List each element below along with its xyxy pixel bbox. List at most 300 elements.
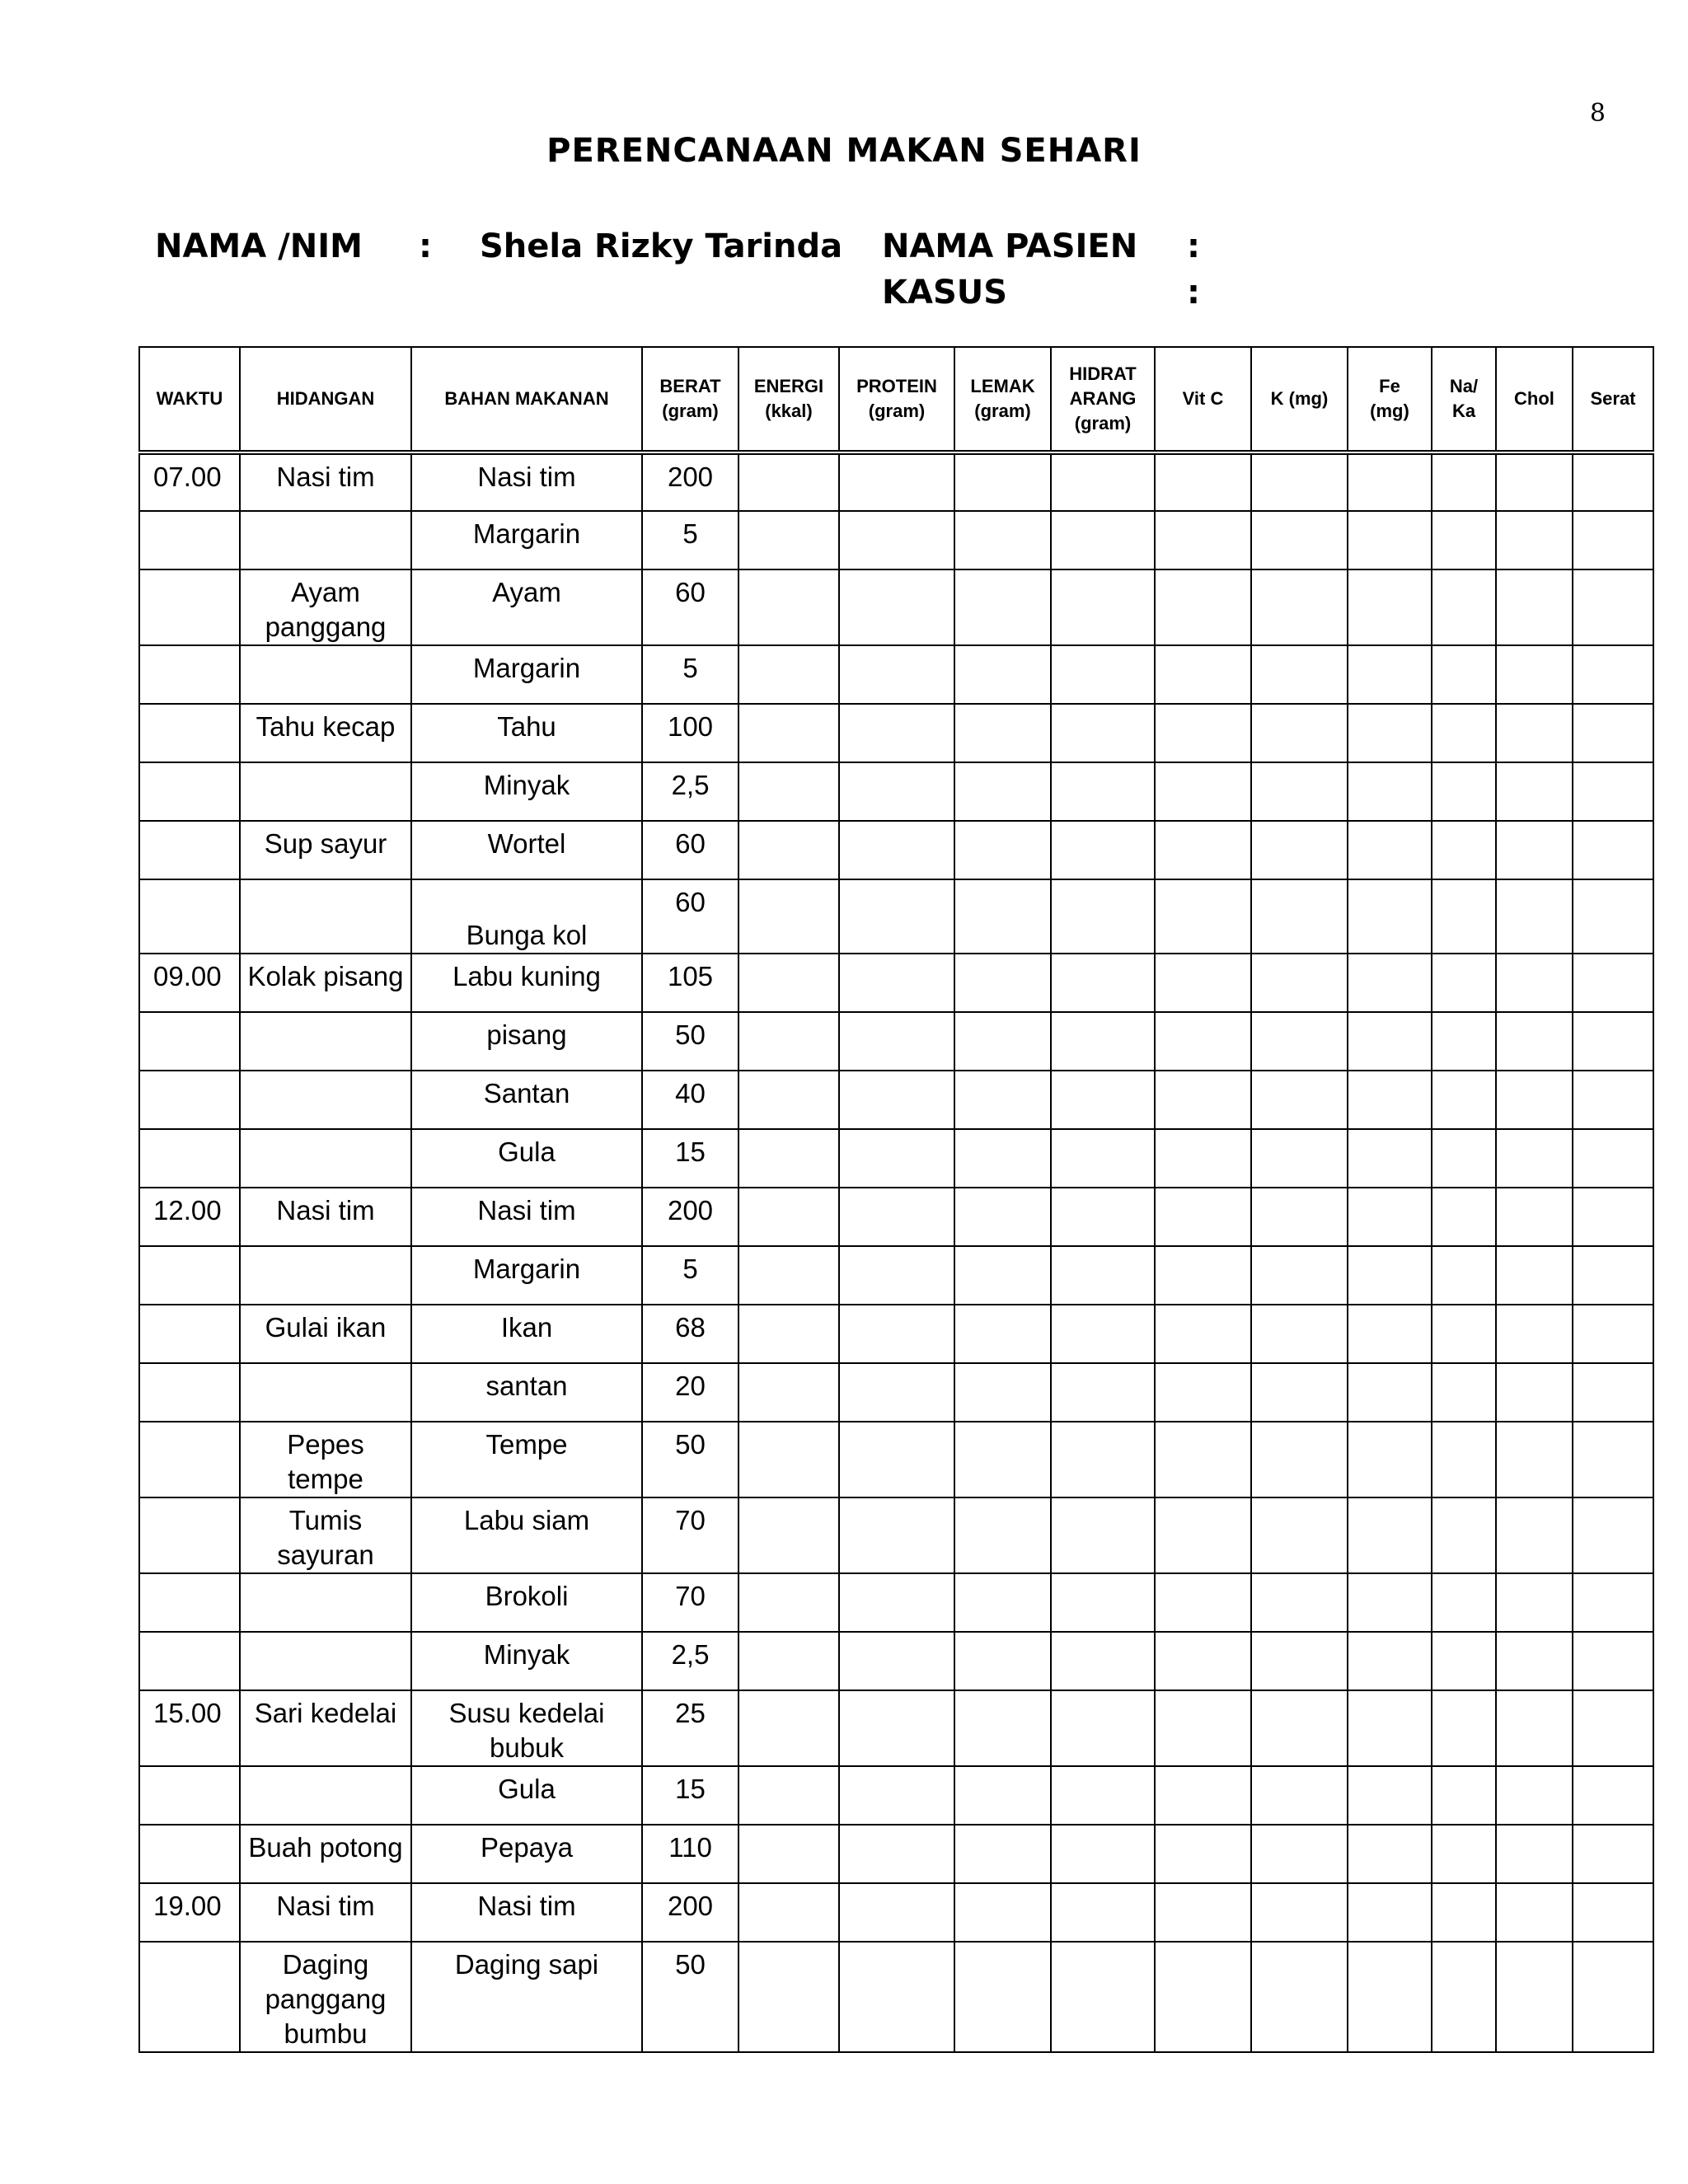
cell-bahan-makanan — [411, 1883, 642, 1942]
column-header-text: (mg) — [1370, 401, 1409, 421]
cell-hidangan — [240, 1188, 411, 1246]
cell-bahan-makanan — [411, 1012, 642, 1071]
cell-energi — [738, 1188, 839, 1246]
cell-fe — [1348, 1188, 1432, 1246]
bahan-text: Ikan — [500, 1312, 553, 1343]
cell-lemak — [954, 1690, 1051, 1766]
cell-k — [1251, 879, 1348, 954]
cell-na-ka — [1432, 1942, 1496, 2052]
cell-fe — [1348, 1129, 1432, 1188]
cell-vit-c — [1155, 1071, 1251, 1129]
cell-na-ka — [1432, 954, 1496, 1012]
cell-k — [1251, 1497, 1348, 1573]
cell-hidrat-arang — [1051, 954, 1155, 1012]
table-row — [139, 1690, 1653, 1766]
cell-fe — [1348, 1942, 1432, 2052]
cell-lemak — [954, 1188, 1051, 1246]
cell-waktu — [139, 879, 240, 954]
nama-nim-label: NAMA /NIM — [155, 227, 363, 265]
cell-lemak — [954, 1883, 1051, 1942]
column-header-text: WAKTU — [156, 388, 223, 409]
column-header-text: (gram) — [1074, 413, 1132, 434]
bahan-text: Nasi tim — [477, 462, 576, 492]
cell-chol — [1496, 1825, 1573, 1883]
cell-waktu — [139, 821, 240, 879]
cell-waktu — [139, 569, 240, 645]
cell-bahan-makanan — [411, 1942, 642, 2052]
hidangan-text: panggang — [265, 612, 387, 642]
cell-waktu — [139, 645, 240, 704]
cell-k — [1251, 1422, 1348, 1497]
cell-energi — [738, 1690, 839, 1766]
cell-waktu — [139, 1422, 240, 1497]
cell-serat — [1573, 1422, 1653, 1497]
hidangan-text: Gulai ikan — [265, 1312, 387, 1343]
cell-bahan-makanan — [411, 762, 642, 821]
table-row — [139, 1071, 1653, 1129]
hidangan-text: bumbu — [284, 2018, 368, 2049]
cell-chol — [1496, 1012, 1573, 1071]
table-row — [139, 1305, 1653, 1363]
cell-protein — [839, 821, 954, 879]
cell-chol — [1496, 1246, 1573, 1305]
cell-fe — [1348, 1363, 1432, 1422]
cell-protein — [839, 1012, 954, 1071]
cell-vit-c — [1155, 1363, 1251, 1422]
cell-vit-c — [1155, 1305, 1251, 1363]
cell-chol — [1496, 762, 1573, 821]
cell-vit-c — [1155, 1497, 1251, 1573]
cell-hidangan — [240, 511, 411, 569]
cell-waktu — [139, 762, 240, 821]
cell-energi — [738, 1497, 839, 1573]
cell-waktu — [139, 704, 240, 762]
cell-lemak — [954, 645, 1051, 704]
col-energi-header — [738, 347, 839, 452]
cell-berat: 60 — [642, 821, 738, 879]
col-berat-header — [642, 347, 738, 452]
hidangan-text: Ayam — [291, 577, 360, 607]
cell-hidrat-arang — [1051, 569, 1155, 645]
cell-serat — [1573, 1573, 1653, 1632]
cell-protein — [839, 1363, 954, 1422]
cell-k — [1251, 1188, 1348, 1246]
column-header-text: Na/ — [1449, 376, 1479, 396]
cell-k — [1251, 1573, 1348, 1632]
cell-hidangan — [240, 1363, 411, 1422]
cell-k — [1251, 1942, 1348, 2052]
cell-na-ka — [1432, 1632, 1496, 1690]
cell-energi — [738, 645, 839, 704]
cell-lemak — [954, 1246, 1051, 1305]
bahan-text: santan — [485, 1371, 568, 1401]
cell-bahan-makanan — [411, 954, 642, 1012]
cell-fe — [1348, 1497, 1432, 1573]
cell-berat: 200 — [642, 452, 738, 511]
cell-hidangan — [240, 569, 411, 645]
bahan-text: Tempe — [485, 1429, 568, 1460]
cell-bahan-makanan — [411, 1632, 642, 1690]
bahan-text: Brokoli — [485, 1581, 569, 1611]
cell-na-ka — [1432, 511, 1496, 569]
cell-chol — [1496, 1071, 1573, 1129]
column-header-text: Ka — [1451, 401, 1476, 421]
cell-hidrat-arang — [1051, 704, 1155, 762]
cell-serat — [1573, 1305, 1653, 1363]
cell-lemak — [954, 879, 1051, 954]
cell-lemak — [954, 569, 1051, 645]
cell-hidrat-arang — [1051, 1690, 1155, 1766]
hidangan-text: tempe — [288, 1464, 363, 1494]
table-row — [139, 1129, 1653, 1188]
cell-hidrat-arang — [1051, 452, 1155, 511]
cell-chol — [1496, 1690, 1573, 1766]
cell-energi — [738, 1305, 839, 1363]
cell-vit-c — [1155, 1942, 1251, 2052]
cell-vit-c — [1155, 511, 1251, 569]
cell-k — [1251, 1246, 1348, 1305]
cell-protein — [839, 1883, 954, 1942]
cell-chol — [1496, 511, 1573, 569]
cell-hidrat-arang — [1051, 1246, 1155, 1305]
nama-pasien-label: NAMA PASIEN — [882, 227, 1138, 265]
cell-hidrat-arang — [1051, 511, 1155, 569]
cell-waktu — [139, 1632, 240, 1690]
column-header-text: Fe — [1379, 376, 1400, 396]
cell-berat: 40 — [642, 1071, 738, 1129]
cell-na-ka — [1432, 1246, 1496, 1305]
bahan-text: Margarin — [472, 1254, 581, 1284]
table-row — [139, 1188, 1653, 1246]
cell-energi — [738, 879, 839, 954]
column-header-text: Vit C — [1182, 388, 1224, 409]
cell-fe — [1348, 1690, 1432, 1766]
cell-serat — [1573, 1497, 1653, 1573]
cell-berat: 25 — [642, 1690, 738, 1766]
cell-waktu — [139, 1071, 240, 1129]
cell-chol — [1496, 569, 1573, 645]
cell-protein — [839, 569, 954, 645]
cell-berat: 5 — [642, 645, 738, 704]
cell-berat: 105 — [642, 954, 738, 1012]
cell-chol — [1496, 1129, 1573, 1188]
cell-chol — [1496, 1188, 1573, 1246]
cell-k — [1251, 1012, 1348, 1071]
column-header-text: ENERGI — [753, 376, 824, 396]
cell-chol — [1496, 704, 1573, 762]
cell-vit-c — [1155, 645, 1251, 704]
cell-chol — [1496, 1766, 1573, 1825]
cell-berat: 50 — [642, 1942, 738, 2052]
cell-berat: 20 — [642, 1363, 738, 1422]
column-header-text: (gram) — [974, 401, 1031, 421]
cell-k — [1251, 452, 1348, 511]
cell-lemak — [954, 954, 1051, 1012]
cell-berat: 70 — [642, 1573, 738, 1632]
col-bahan-makanan-header — [411, 347, 642, 452]
cell-energi — [738, 1942, 839, 2052]
cell-lemak — [954, 821, 1051, 879]
cell-hidangan — [240, 1942, 411, 2052]
cell-fe — [1348, 1766, 1432, 1825]
cell-fe — [1348, 1422, 1432, 1497]
cell-k — [1251, 954, 1348, 1012]
cell-chol — [1496, 645, 1573, 704]
table-row — [139, 954, 1653, 1012]
cell-lemak — [954, 1632, 1051, 1690]
cell-fe — [1348, 511, 1432, 569]
cell-serat — [1573, 1690, 1653, 1766]
page-number: 8 — [1589, 99, 1606, 128]
cell-protein — [839, 1573, 954, 1632]
cell-bahan-makanan — [411, 1129, 642, 1188]
cell-serat — [1573, 1825, 1653, 1883]
column-header-text: (gram) — [662, 401, 719, 421]
cell-serat — [1573, 1632, 1653, 1690]
col-fe-header — [1348, 347, 1432, 452]
cell-hidrat-arang — [1051, 821, 1155, 879]
cell-berat: 200 — [642, 1188, 738, 1246]
cell-hidrat-arang — [1051, 1363, 1155, 1422]
cell-lemak — [954, 511, 1051, 569]
cell-serat — [1573, 954, 1653, 1012]
col-waktu-header — [139, 347, 240, 452]
cell-vit-c — [1155, 762, 1251, 821]
cell-serat — [1573, 704, 1653, 762]
cell-serat — [1573, 645, 1653, 704]
table-row — [139, 1825, 1653, 1883]
nama-pasien-colon: : — [1187, 227, 1200, 265]
cell-hidrat-arang — [1051, 1632, 1155, 1690]
cell-hidrat-arang — [1051, 879, 1155, 954]
cell-lemak — [954, 1825, 1051, 1883]
cell-k — [1251, 569, 1348, 645]
cell-vit-c — [1155, 1188, 1251, 1246]
cell-fe — [1348, 704, 1432, 762]
cell-vit-c — [1155, 704, 1251, 762]
cell-hidangan — [240, 452, 411, 511]
bahan-text: Minyak — [483, 770, 570, 800]
cell-vit-c — [1155, 1012, 1251, 1071]
table-body — [139, 452, 1653, 2052]
cell-hidrat-arang — [1051, 1497, 1155, 1573]
column-header-text: Serat — [1590, 388, 1636, 409]
hidangan-text: Sup sayur — [264, 828, 387, 859]
cell-waktu — [139, 1573, 240, 1632]
cell-chol — [1496, 1942, 1573, 2052]
cell-chol — [1496, 1497, 1573, 1573]
cell-fe — [1348, 879, 1432, 954]
col-lemak-header — [954, 347, 1051, 452]
cell-hidangan — [240, 954, 411, 1012]
cell-hidrat-arang — [1051, 1573, 1155, 1632]
cell-waktu — [139, 1012, 240, 1071]
cell-hidangan — [240, 1497, 411, 1573]
table-row — [139, 1012, 1653, 1071]
cell-bahan-makanan — [411, 879, 642, 954]
cell-berat: 68 — [642, 1305, 738, 1363]
cell-waktu — [139, 1766, 240, 1825]
table-row — [139, 569, 1653, 645]
cell-waktu — [139, 511, 240, 569]
cell-energi — [738, 1883, 839, 1942]
bahan-text: bubuk — [490, 1732, 564, 1763]
cell-protein — [839, 1497, 954, 1573]
column-header-text: HIDANGAN — [276, 388, 375, 409]
cell-energi — [738, 762, 839, 821]
cell-vit-c — [1155, 1883, 1251, 1942]
cell-serat — [1573, 1883, 1653, 1942]
bahan-text: Nasi tim — [477, 1195, 576, 1226]
cell-protein — [839, 645, 954, 704]
cell-energi — [738, 1573, 839, 1632]
cell-waktu — [139, 1825, 240, 1883]
col-protein-header — [839, 347, 954, 452]
cell-hidangan — [240, 1246, 411, 1305]
cell-bahan-makanan — [411, 1690, 642, 1766]
column-header-text: HIDRAT — [1069, 363, 1137, 384]
page-title: PERENCANAAN MAKAN SEHARI — [546, 132, 1142, 170]
table-row — [139, 1766, 1653, 1825]
cell-protein — [839, 452, 954, 511]
cell-energi — [738, 452, 839, 511]
cell-hidangan — [240, 1883, 411, 1942]
cell-lemak — [954, 1363, 1051, 1422]
cell-energi — [738, 821, 839, 879]
cell-na-ka — [1432, 1883, 1496, 1942]
cell-na-ka — [1432, 704, 1496, 762]
bahan-text: Susu kedelai — [448, 1698, 605, 1728]
cell-berat: 50 — [642, 1422, 738, 1497]
hidangan-text: Kolak pisang — [247, 961, 404, 991]
cell-chol — [1496, 1422, 1573, 1497]
cell-waktu: 19.00 — [139, 1883, 240, 1942]
cell-energi — [738, 1129, 839, 1188]
column-header-text: ARANG — [1069, 388, 1137, 409]
cell-hidangan — [240, 645, 411, 704]
cell-serat — [1573, 452, 1653, 511]
cell-k — [1251, 1632, 1348, 1690]
cell-vit-c — [1155, 954, 1251, 1012]
cell-na-ka — [1432, 452, 1496, 511]
hidangan-text: Nasi tim — [276, 1195, 375, 1226]
cell-hidrat-arang — [1051, 1422, 1155, 1497]
cell-bahan-makanan — [411, 511, 642, 569]
cell-na-ka — [1432, 1129, 1496, 1188]
cell-fe — [1348, 569, 1432, 645]
bahan-text: pisang — [486, 1019, 567, 1050]
cell-na-ka — [1432, 569, 1496, 645]
cell-fe — [1348, 1573, 1432, 1632]
cell-serat — [1573, 1246, 1653, 1305]
cell-lemak — [954, 1497, 1051, 1573]
hidangan-text: Sari kedelai — [254, 1698, 397, 1728]
cell-lemak — [954, 1766, 1051, 1825]
cell-k — [1251, 762, 1348, 821]
hidangan-text: Nasi tim — [276, 1891, 375, 1921]
table-row — [139, 1363, 1653, 1422]
cell-waktu — [139, 1246, 240, 1305]
cell-protein — [839, 1766, 954, 1825]
cell-serat — [1573, 1012, 1653, 1071]
cell-vit-c — [1155, 1573, 1251, 1632]
cell-bahan-makanan — [411, 1071, 642, 1129]
col-na-ka-header — [1432, 347, 1496, 452]
cell-protein — [839, 1422, 954, 1497]
cell-hidangan — [240, 1690, 411, 1766]
cell-vit-c — [1155, 1690, 1251, 1766]
col-hidangan-header — [240, 347, 411, 452]
cell-energi — [738, 511, 839, 569]
table-row — [139, 1942, 1653, 2052]
cell-hidrat-arang — [1051, 762, 1155, 821]
cell-lemak — [954, 1129, 1051, 1188]
cell-waktu — [139, 1363, 240, 1422]
hidangan-text: Tumis — [288, 1505, 363, 1535]
cell-vit-c — [1155, 821, 1251, 879]
table-row — [139, 879, 1653, 954]
hidangan-text: Buah potong — [248, 1832, 403, 1863]
cell-protein — [839, 1071, 954, 1129]
bahan-text: Labu kuning — [452, 961, 601, 991]
cell-bahan-makanan — [411, 1573, 642, 1632]
cell-bahan-makanan — [411, 569, 642, 645]
cell-hidrat-arang — [1051, 1825, 1155, 1883]
cell-bahan-makanan — [411, 1305, 642, 1363]
column-header-text: K (mg) — [1270, 388, 1329, 409]
hidangan-text: Tahu kecap — [256, 711, 396, 742]
cell-vit-c — [1155, 1422, 1251, 1497]
cell-energi — [738, 954, 839, 1012]
cell-na-ka — [1432, 1188, 1496, 1246]
cell-bahan-makanan — [411, 1766, 642, 1825]
col-chol-header — [1496, 347, 1573, 452]
cell-serat — [1573, 1942, 1653, 2052]
cell-na-ka — [1432, 821, 1496, 879]
cell-protein — [839, 1246, 954, 1305]
cell-serat — [1573, 879, 1653, 954]
cell-hidrat-arang — [1051, 1766, 1155, 1825]
cell-vit-c — [1155, 569, 1251, 645]
cell-protein — [839, 1632, 954, 1690]
cell-lemak — [954, 1422, 1051, 1497]
cell-serat — [1573, 1363, 1653, 1422]
cell-k — [1251, 821, 1348, 879]
cell-protein — [839, 1129, 954, 1188]
cell-k — [1251, 704, 1348, 762]
cell-k — [1251, 1690, 1348, 1766]
hidangan-text: Daging — [282, 1949, 369, 1980]
cell-bahan-makanan — [411, 1825, 642, 1883]
col-hidrat-arang-header — [1051, 347, 1155, 452]
cell-serat — [1573, 821, 1653, 879]
cell-protein — [839, 1188, 954, 1246]
bahan-text: Gula — [498, 1137, 556, 1167]
bahan-text: Minyak — [483, 1639, 570, 1670]
cell-protein — [839, 1825, 954, 1883]
bahan-text: Pepaya — [481, 1832, 573, 1863]
cell-hidrat-arang — [1051, 1883, 1155, 1942]
cell-k — [1251, 1825, 1348, 1883]
cell-hidrat-arang — [1051, 1942, 1155, 2052]
column-header-text: Chol — [1514, 388, 1554, 409]
cell-bahan-makanan — [411, 645, 642, 704]
cell-energi — [738, 1766, 839, 1825]
cell-hidrat-arang — [1051, 1012, 1155, 1071]
bahan-text: Santan — [483, 1078, 570, 1108]
cell-waktu — [139, 1129, 240, 1188]
cell-chol — [1496, 1305, 1573, 1363]
